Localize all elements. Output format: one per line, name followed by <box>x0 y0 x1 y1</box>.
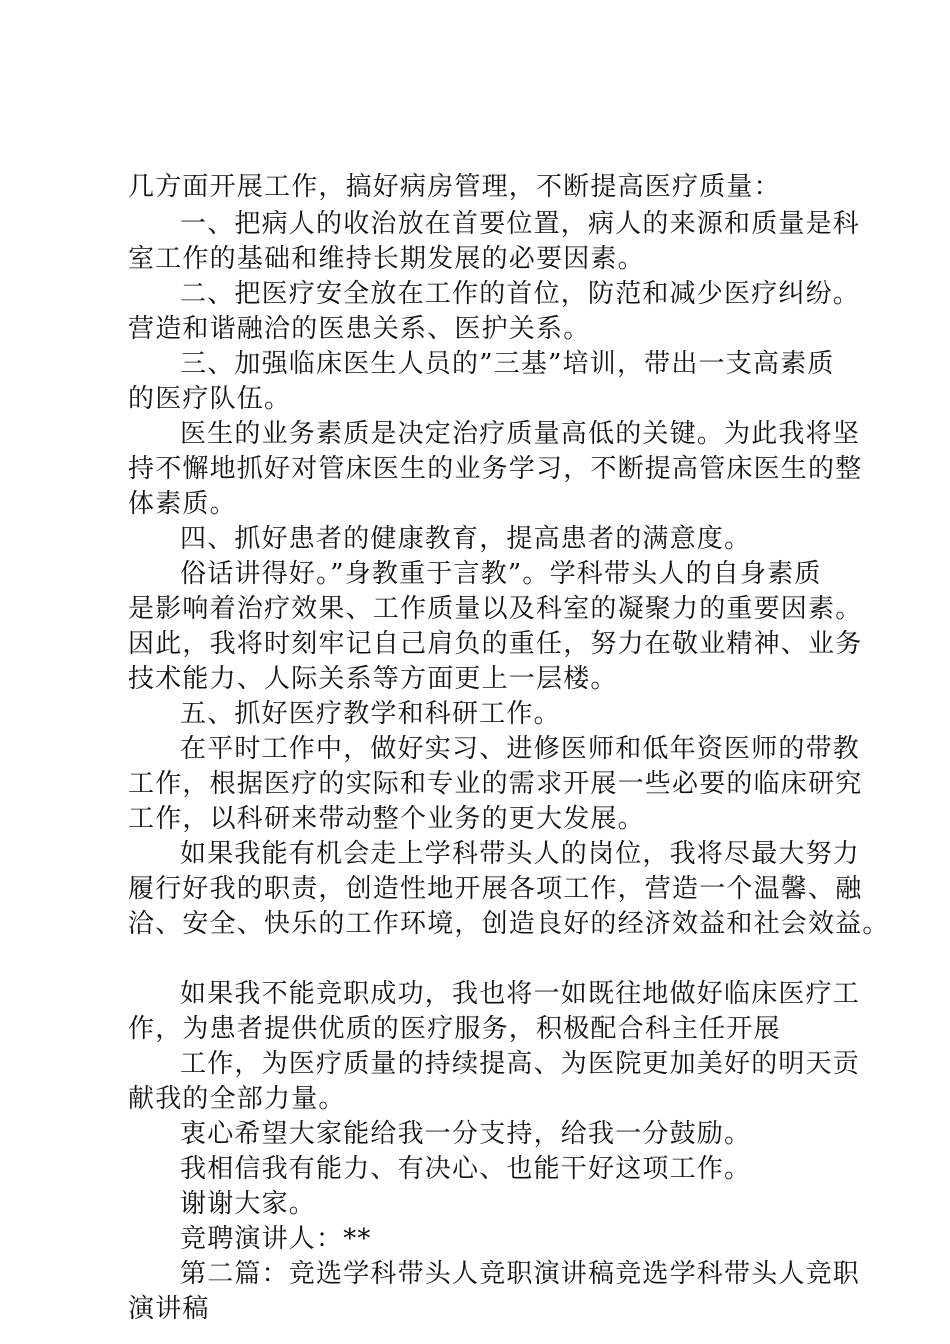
text-line: 技术能力、人际关系等方面更上一层楼。 <box>128 664 618 694</box>
text-line: 履行好我的职责，创造性地开展各项工作，营造一个温馨、融 <box>128 874 863 904</box>
text-line: 如果我不能竞职成功，我也将一如既往地做好临床医疗工 <box>180 979 861 1009</box>
text-line: 持不懈地抓好对管床医生的业务学习，不断提高管床医生的整 <box>128 454 863 484</box>
text-line: 一、把病人的收治放在首要位置，病人的来源和质量是科 <box>180 209 861 239</box>
text-line: 献我的全部力量。 <box>128 1084 346 1114</box>
text-line: 室工作的基础和维持长期发展的必要因素。 <box>128 244 645 274</box>
text-line: 演讲稿 <box>128 1294 210 1324</box>
text-line: 俗话讲得好。”身教重于言教”。学科带头人的自身素质 <box>180 559 822 589</box>
text-line: 体素质。 <box>128 489 237 519</box>
text-line: 谢谢大家。 <box>180 1189 317 1219</box>
text-line: 几方面开展工作，搞好病房管理，不断提高医疗质量： <box>128 172 781 202</box>
text-line: 二、把医疗安全放在工作的首位，防范和减少医疗纠纷。 <box>180 279 861 309</box>
text-line: 工作，为医疗质量的持续提高、为医院更加美好的明天贡 <box>180 1049 861 1079</box>
text-line: 在平时工作中，做好实习、进修医师和低年资医师的带教 <box>180 734 861 764</box>
text-line: 如果我能有机会走上学科带头人的岗位，我将尽最大努力 <box>180 839 861 869</box>
text-line: 我相信我有能力、有决心、也能干好这项工作。 <box>180 1154 752 1184</box>
text-line: 竞聘演讲人：** <box>180 1224 372 1254</box>
text-line: 作，为患者提供优质的医疗服务，积极配合科主任开展 <box>128 1014 781 1044</box>
text-line: 洽、安全、快乐的工作环境，创造良好的经济效益和社会效益。 <box>128 909 890 939</box>
text-line: 医生的业务素质是决定治疗质量高低的关键。为此我将坚 <box>180 419 861 449</box>
text-line: 的医疗队伍。 <box>128 384 292 414</box>
text-line: 工作，以科研来带动整个业务的更大发展。 <box>128 804 645 834</box>
text-line: 五、抓好医疗教学和科研工作。 <box>180 699 561 729</box>
text-line: 工作，根据医疗的实际和专业的需求开展一些必要的临床研究 <box>128 769 863 799</box>
text-line: 三、加强临床医生人员的”三基”培训，带出一支高素质 <box>180 349 835 379</box>
text-line: 四、抓好患者的健康教育，提高患者的满意度。 <box>180 524 752 554</box>
text-line: 是影响着治疗效果、工作质量以及科室的凝聚力的重要因素。 <box>128 594 863 624</box>
text-line: 营造和谐融洽的医患关系、医护关系。 <box>128 314 591 344</box>
text-line: 衷心希望大家能给我一分支持，给我一分鼓励。 <box>180 1119 752 1149</box>
text-line: 第二篇：竞选学科带头人竞职演讲稿竞选学科带头人竞职 <box>180 1259 861 1289</box>
text-line: 因此，我将时刻牢记自己肩负的重任，努力在敬业精神、业务 <box>128 629 863 659</box>
